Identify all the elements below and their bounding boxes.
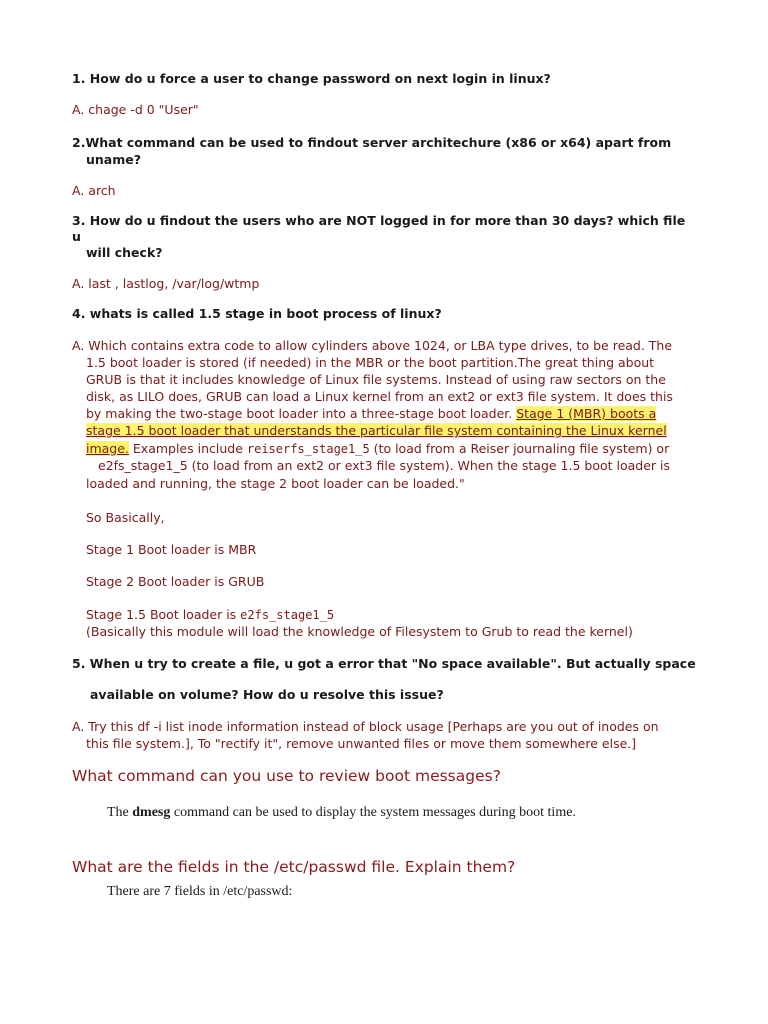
dmesg-command: dmesg: [132, 805, 171, 820]
stage15-note: (Basically this module will load the knowledge of Filesystem to Grub to read the kernel): [86, 624, 633, 639]
answer-4-line-5: [86, 405, 656, 423]
question-2-line-2: uname?: [86, 152, 141, 167]
answer-4-line-8: e2fs_stage1_5 (to load from an ext2 or ext3 file system). When the stage 1.5 boot loader is: [98, 458, 671, 473]
highlight-stage1: Stage 1 (MBR) boots a: [516, 406, 657, 421]
answer-5-line-2: this file system.], To "rectify it", remove unwanted files or move them somewhere else.]: [86, 736, 637, 751]
answer-3: A. last , lastlog, /var/log/wtmp: [72, 276, 260, 291]
question-3-line-3: will check?: [86, 245, 163, 260]
line7-examples: Examples include: [128, 441, 247, 456]
stage15-code: e2fs_stage1_5: [240, 608, 335, 622]
answer-4-line-9: loaded and running, the stage 2 boot loader can be loaded.": [86, 476, 465, 491]
answer-5-line-1: A. Try this df -i list inode information instead of block usage [Perhaps are you out of inodes on: [72, 719, 659, 734]
dmesg-suffix: command can be used to display the system messages during boot time.: [170, 805, 576, 820]
question-5-line-1: 5. When u try to create a file, u got a error that "No space available". But actually space: [72, 656, 696, 671]
section-boot-messages-heading: What command can you use to review boot messages?: [72, 767, 501, 785]
answer-4-line-2: 1.5 boot loader is stored (if needed) in the MBR or the boot partition.The great thing about: [86, 355, 655, 370]
section-boot-messages-text: [107, 805, 576, 821]
answer-1: A. chage -d 0 "User": [72, 102, 199, 117]
stage1-line: Stage 1 Boot loader is MBR: [86, 542, 257, 557]
answer-4-line-7: [86, 440, 669, 458]
stage15-prefix: Stage 1.5 Boot loader is: [86, 607, 241, 622]
question-4: 4. whats is called 1.5 stage in boot process of linux?: [72, 306, 442, 321]
answer-4-line-1: A. Which contains extra code to allow cylinders above 1024, or LBA type drives, to be read. The: [72, 338, 673, 353]
answer-4-line-6: [86, 422, 667, 440]
answer-2: A. arch: [72, 183, 116, 198]
answer-4-line-5-text: by making the two-stage boot loader into a three-stage boot loader.: [86, 406, 517, 421]
highlight-stage15: stage 1.5 boot loader that understands the particular file system containing the Linux kernel: [86, 423, 667, 438]
reiserfs-code: reiserfs_stage1_5: [246, 442, 370, 456]
highlight-image: image.: [86, 441, 129, 456]
section-passwd-text: There are 7 fields in /etc/passwd:: [107, 884, 293, 899]
dmesg-prefix: The: [107, 805, 133, 820]
question-5-line-2: available on volume? How do u resolve this issue?: [90, 687, 444, 702]
answer-4-line-3: GRUB is that it includes knowledge of Linux file systems. Instead of using raw sectors on the: [86, 372, 666, 387]
question-3-line-1: 3. How do u findout the users who are NOT logged in for more than 30 days? which file: [72, 213, 686, 228]
section-passwd-heading: What are the fields in the /etc/passwd file. Explain them?: [72, 858, 516, 876]
question-3-line-2: u: [72, 229, 81, 244]
stage15-line: [86, 606, 334, 624]
question-1: 1. How do u force a user to change password on next login in linux?: [72, 71, 551, 86]
line7-end: (to load from a Reiser journaling file system) or: [369, 441, 670, 456]
answer-4-line-4: disk, as LILO does, GRUB can load a Linux kernel from an ext2 or ext3 file system. It does this: [86, 389, 673, 404]
so-basically: So Basically,: [86, 510, 165, 525]
question-2-line-1: 2.What command can be used to findout server architechure (x86 or x64) apart from: [72, 135, 672, 150]
stage2-line: Stage 2 Boot loader is GRUB: [86, 574, 265, 589]
